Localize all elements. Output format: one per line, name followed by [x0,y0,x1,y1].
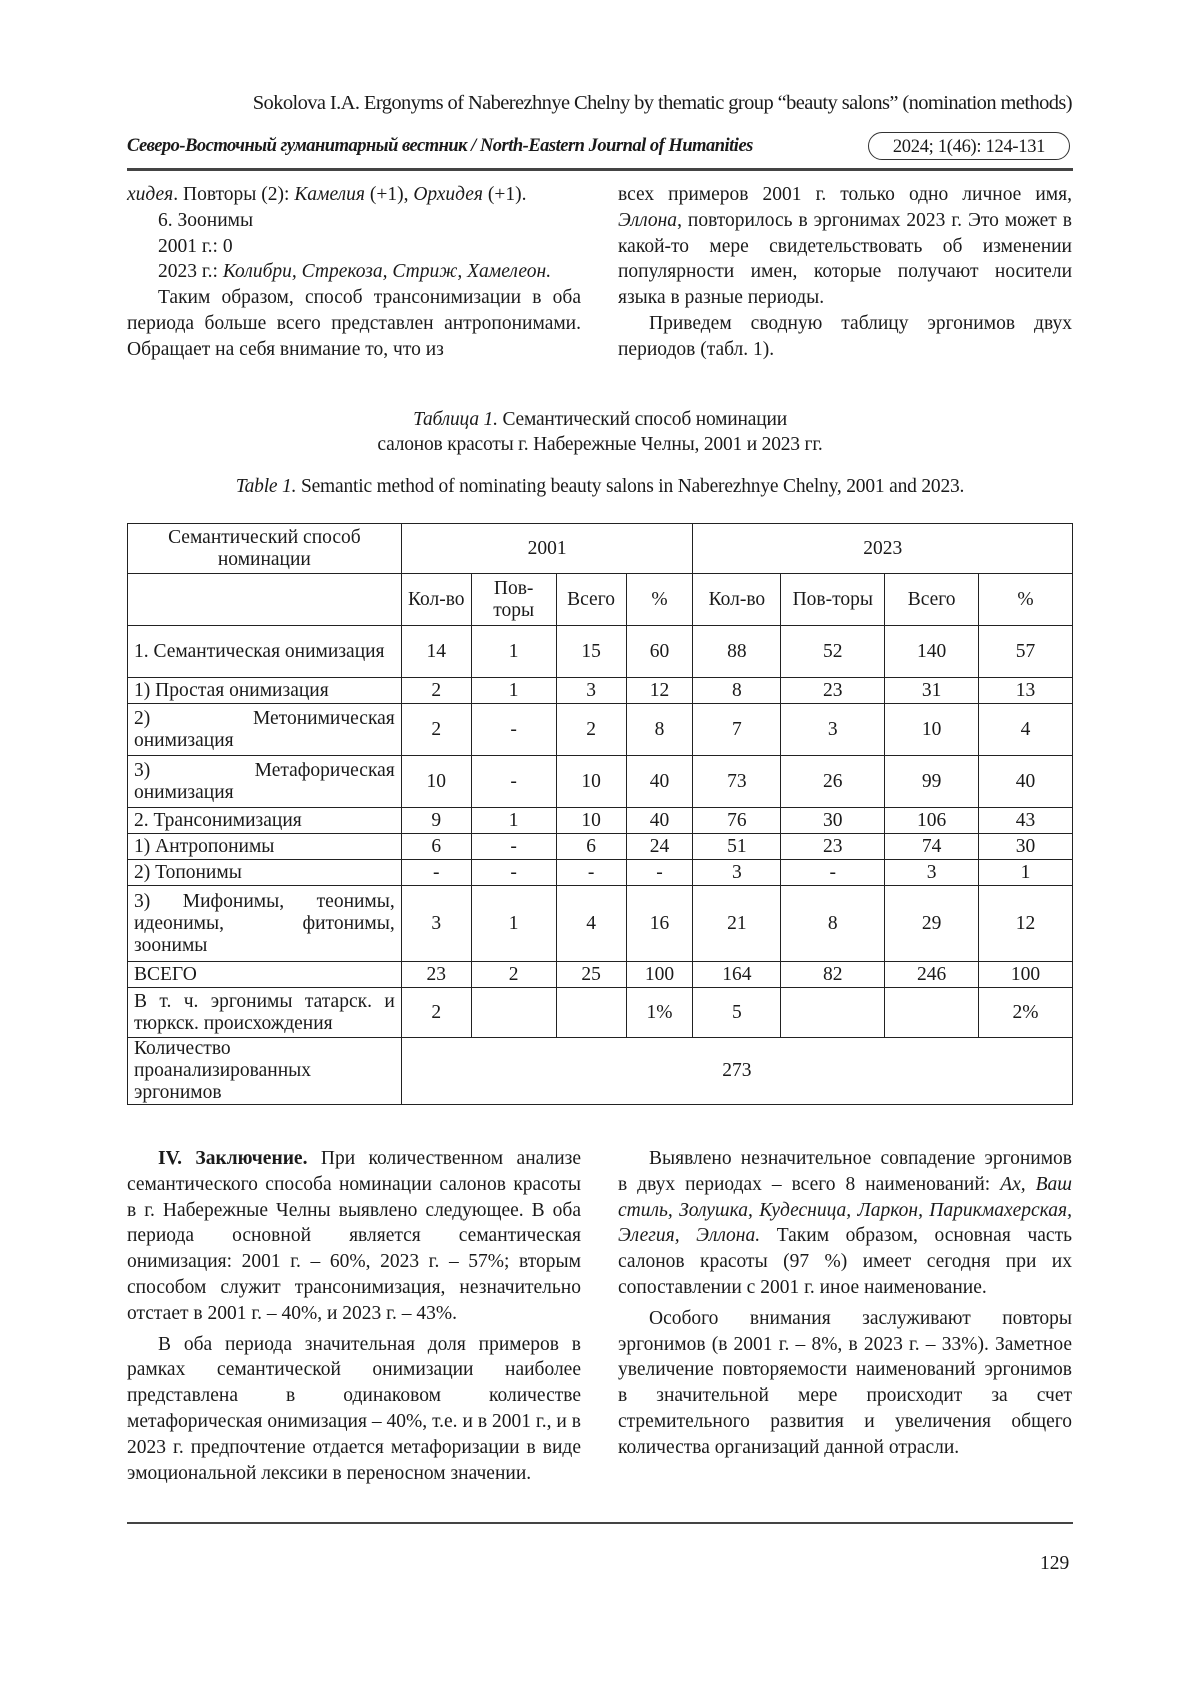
nomination-table [127,523,1073,1105]
table-row [128,678,1073,704]
cell-v2023-total: 29 [885,886,979,962]
row-label: Количество проанализированных эргонимов [128,1038,402,1105]
running-head: Sokolova I.A. Ergonyms of Naberezhnye Chelny by thematic group “beauty salons” (nomination methods) [252,92,1072,114]
subheader-total: Всего [885,574,979,626]
cell-v2023-repeats: 26 [781,756,885,808]
table-body [128,626,1073,1038]
caption-label: Таблица 1. [413,409,498,430]
row-label: 3) Метафорическая онимизация [128,756,402,808]
subheader-percent: % [979,574,1073,626]
top-left-column [127,182,581,363]
text: Таким образом, основная часть салонов красоты (97 %) имеет сегодня при их сопоставлении с 2001 г. иное наименование. [618,1225,1072,1298]
cell-v2001-count: - [401,860,471,886]
header-method: Семантический способ номинации [128,524,402,574]
caption-text: Семантический способ номинации [497,409,787,430]
table-row [128,704,1073,756]
issue-badge: 2024; 1(46): 124-131 [868,132,1070,160]
top-right-column [618,182,1072,363]
table-row [128,834,1073,860]
caption-text: Semantic method of nominating beauty salons in Naberezhnye Chelny, 2001 and 2023. [296,476,965,497]
row-label: ВСЕГО [128,962,402,988]
text-line [127,259,581,285]
text-line: 2001 г.: 0 [158,235,233,257]
cell-v2023-count: 73 [693,756,781,808]
cell-v2001-repeats: - [471,704,556,756]
table-row [128,756,1073,808]
cell-v2023-total: 3 [885,860,979,886]
row-label: 2) Топонимы [128,860,402,886]
cell-v2001-percent: 60 [626,626,693,678]
table-row [128,860,1073,886]
table-header-row [128,524,1073,574]
text: Выявлено незначительное совпадение эргонимов в двух периодах – всего 8 наименований: [618,1148,1072,1195]
cell-v2001-total: 10 [556,808,626,834]
subheader-total: Всего [556,574,626,626]
row-label: 1) Антропонимы [128,834,402,860]
row-label: В т. ч. эргонимы татарск. и тюркск. происхождения [128,988,402,1038]
cell-v2001-count: 3 [401,886,471,962]
cell-v2023-total: 31 [885,678,979,704]
journal-title: Северо-Восточный гуманитарный вестник / North-Eastern Journal of Humanities [127,136,753,156]
italic-word: Орхидея [413,184,483,205]
cell-v2023-count: 21 [693,886,781,962]
table-caption-en [127,474,1073,499]
cell-v2023-percent: 30 [979,834,1073,860]
cell-v2001-count: 9 [401,808,471,834]
cell-v2023-percent: 40 [979,756,1073,808]
cell-v2001-repeats: 1 [471,678,556,704]
cell-v2023-total: 10 [885,704,979,756]
cell-v2001-repeats: - [471,860,556,886]
cell-v2001-percent: - [626,860,693,886]
table-caption-ru [127,407,1073,457]
paragraph: Приведем сводную таблицу эргонимов двух периодов (табл. 1). [618,312,1072,360]
cell-v2001-percent: 100 [626,962,693,988]
cell-v2001-count: 6 [401,834,471,860]
cell-v2023-repeats: 52 [781,626,885,678]
header-year-2001: 2001 [401,524,693,574]
text: При количественном анализе семантического способа номинации салонов красоты в г. Набережные Челны выявлено следующее. В оба периода основной является семантическая онимизация: 2001 г. – 60%, 2023 г. – 57%; вторым способом служит трансонимизация, незначительно отстает в 2001 г. – 40%, и 2023 г. – 43%. [127,1148,581,1324]
cell-v2001-percent: 40 [626,808,693,834]
table-row [128,808,1073,834]
cell-v2001-percent: 24 [626,834,693,860]
cell-v2023-count: 76 [693,808,781,834]
subheader-count: Кол-во [693,574,781,626]
cell-v2023-count: 3 [693,860,781,886]
cell-v2001-total: 10 [556,756,626,808]
cell-v2001-total: 2 [556,704,626,756]
cell-v2023-percent: 43 [979,808,1073,834]
subheading-zoonyms: 6. Зоонимы [158,209,254,231]
cell-v2001-percent: 1% [626,988,693,1038]
cell-v2023-total: 106 [885,808,979,834]
subheader-repeats: Пов-торы [781,574,885,626]
subheader-percent: % [626,574,693,626]
cell-v2023-total: 246 [885,962,979,988]
text: , повторилось в эргонимах 2023 г. Это может в какой-то мере свидетельствовать об изменении популярности имен, которые получают носители языка в разные периоды. [618,209,1072,309]
row-label: 1. Семантическая онимизация [128,626,402,678]
cell-v2023-repeats: 23 [781,834,885,860]
cell-v2001-total: 6 [556,834,626,860]
cell-v2001-percent: 16 [626,886,693,962]
cell-v2001-repeats: 1 [471,808,556,834]
cell-v2023-repeats: 3 [781,704,885,756]
row-label: 1) Простая онимизация [128,678,402,704]
italic-list: Колибри, Стрекоза, Стриж, Хамелеон. [222,261,552,283]
cell-v2023-total: 140 [885,626,979,678]
italic-word: Эллона [618,209,678,231]
header-year-2023: 2023 [693,524,1073,574]
conclusion-left-column [127,1146,581,1486]
cell-v2023-percent: 4 [979,704,1073,756]
page-number: 129 [1040,1553,1070,1574]
cell-v2023-repeats: 23 [781,678,885,704]
section-heading: IV. Заключение. [158,1148,308,1169]
subheader-repeats: Пов-торы [471,574,556,626]
cell-v2023-repeats: 30 [781,808,885,834]
cell-v2001-percent: 40 [626,756,693,808]
cell-v2001-percent: 8 [626,704,693,756]
conclusion-right-column [618,1146,1072,1461]
cell-v2001-repeats: - [471,756,556,808]
cell-v2001-count: 14 [401,626,471,678]
paragraph: В оба периода значительная доля примеров в рамках семантической онимизации наиболее представлена в одинаковом количестве метафорическая онимизация – 40%, т.е. и в 2001 г., и в 2023 г. предпочтение отдается метафоризации в виде эмоциональной лексики в переносном значении. [127,1333,581,1484]
cell-v2001-count: 23 [401,962,471,988]
table-subheader-row [128,574,1073,626]
cell-v2023-repeats: - [781,860,885,886]
paragraph: Таким образом, способ трансонимизации в оба периода больше всего представлен антропонимами. Обращает на себя внимание то, что из [127,287,581,360]
cell-v2001-count: 10 [401,756,471,808]
row-label: 2. Трансонимизация [128,808,402,834]
total-analyzed-value: 273 [401,1038,1072,1105]
cell-v2023-count: 164 [693,962,781,988]
text: (+1), [364,184,414,205]
cell-v2023-count: 88 [693,626,781,678]
text-line [127,182,581,208]
cell-v2001-total: 4 [556,886,626,962]
cell-v2023-count: 5 [693,988,781,1038]
row-label: 2) Метонимическая онимизация [128,704,402,756]
cell-v2001-total [556,988,626,1038]
table-row [128,626,1073,678]
cell-v2001-count: 2 [401,678,471,704]
table-row-total-analyzed [128,1038,1073,1105]
text: всех примеров 2001 г. только одно личное имя, [618,184,1072,205]
cell-v2023-percent: 1 [979,860,1073,886]
table-row [128,988,1073,1038]
paragraph [618,182,1072,311]
cell-v2001-total: - [556,860,626,886]
text: 2023 г.: [158,261,223,283]
cell-v2023-percent: 13 [979,678,1073,704]
italic-word: хидея [127,184,174,205]
cell-v2001-percent: 12 [626,678,693,704]
paragraph [618,1146,1072,1301]
header-empty [128,574,402,626]
table-row [128,886,1073,962]
cell-v2001-count: 2 [401,988,471,1038]
subheader-count: Кол-во [401,574,471,626]
paragraph [127,1146,581,1327]
cell-v2001-total: 15 [556,626,626,678]
row-label: 3) Мифонимы, теонимы, идеонимы, фитонимы, зоонимы [128,886,402,962]
cell-v2001-total: 3 [556,678,626,704]
caption-label: Table 1. [235,476,297,497]
text: . Повторы (2): [173,184,295,205]
cell-v2023-count: 51 [693,834,781,860]
cell-v2023-percent: 57 [979,626,1073,678]
cell-v2023-repeats: 82 [781,962,885,988]
cell-v2023-repeats [781,988,885,1038]
cell-v2023-total [885,988,979,1038]
cell-v2023-total: 99 [885,756,979,808]
cell-v2023-repeats: 8 [781,886,885,962]
cell-v2001-repeats: 1 [471,626,556,678]
footer-rule [127,1522,1073,1524]
cell-v2001-total: 25 [556,962,626,988]
cell-v2023-percent: 12 [979,886,1073,962]
cell-v2001-count: 2 [401,704,471,756]
italic-list: Ах, Ваш стиль, Золушка, Кудесница, Ларкон, Парикмахерская, Элегия, Эллона. [618,1173,1072,1247]
caption-text: салонов красоты г. Набережные Челны, 2001 и 2023 гг. [377,434,823,455]
cell-v2023-count: 7 [693,704,781,756]
cell-v2001-repeats: 2 [471,962,556,988]
cell-v2001-repeats [471,988,556,1038]
paragraph: Особого внимания заслуживают повторы эргонимов (в 2001 г. – 8%, в 2023 г. – 33%). Заметное увеличение повторяемости наименований эргонимов в значительной мере происходит за счет стремительного развития и увеличения общего количества организаций данной отрасли. [618,1307,1072,1458]
header-rule [127,168,1073,171]
cell-v2001-repeats: 1 [471,886,556,962]
text: (+1). [483,184,527,205]
cell-v2023-count: 8 [693,678,781,704]
cell-v2023-total: 74 [885,834,979,860]
cell-v2023-percent: 2% [979,988,1073,1038]
cell-v2023-percent: 100 [979,962,1073,988]
table-row [128,962,1073,988]
cell-v2001-repeats: - [471,834,556,860]
italic-word: Камелия [294,184,365,205]
